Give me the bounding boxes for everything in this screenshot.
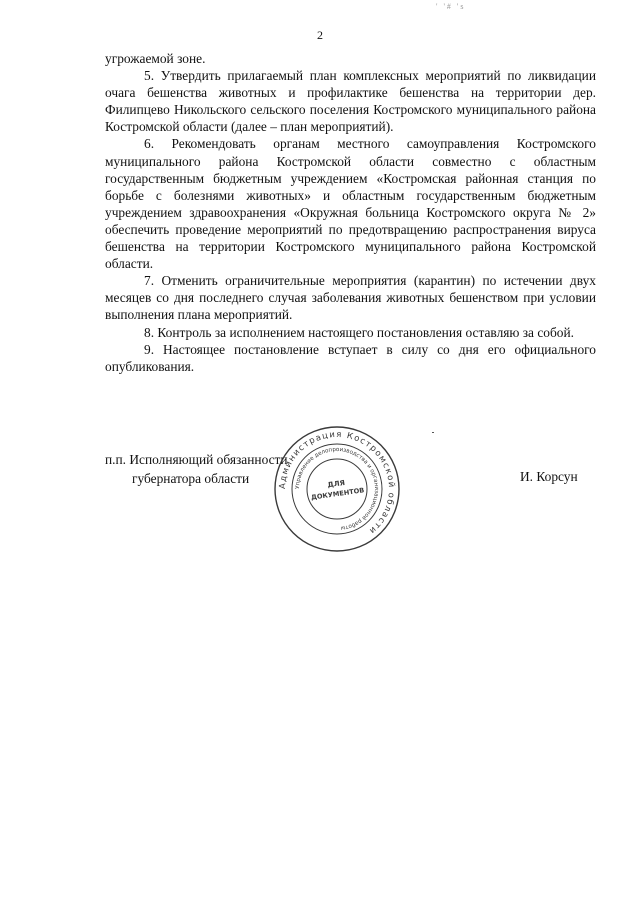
seal-center-line2: ДОКУМЕНТОВ [310, 486, 365, 502]
signature-block [105, 450, 288, 488]
seal-outer-ring [275, 427, 399, 551]
stray-mark [432, 432, 434, 433]
seal-outer-text: Администрация Костромской области [277, 429, 397, 537]
paragraph-7: 7. Отменить ограничительные мероприятия (карантин) по истечении двух месяцев со дня последнего случая заболевания животных бешенством при условии выполнения плана мероприятий. [105, 273, 596, 323]
seal-inner-text: Управление делопроизводства и организационной работы [294, 446, 380, 531]
official-seal [273, 425, 401, 553]
paragraph-5: 5. Утвердить прилагаемый план комплексных мероприятий по ликвидации очага бешенства животных и профилактике бешенства на территории дер. Филипцево Никольского сельского поселения Костромского муниципального района Костромской области (далее – план мероприятий). [105, 68, 596, 135]
paragraph-9: 9. Настоящее постановление вступает в силу со дня его официального опубликования. [105, 341, 596, 374]
document-body [105, 50, 596, 375]
signatory-title-line2: губернатора области [132, 471, 250, 486]
signatory-name: И. Корсун [520, 469, 578, 484]
paragraph-continuation: угрожаемой зоне. [105, 51, 206, 66]
paragraph-6: 6. Рекомендовать органам местного самоуправления Костромского муниципального района Костромской области совместно с областным государственным бюджетным учреждением «Костромская районная станция по борьбе с болезнями животных» и областным государственным бюджетным учреждением здравоохранения «Окружная больница Костромского округа № 2» обеспечить проведение мероприятий по предотвращению распространения вируса бешенства на территории Костромского муниципального района Костромской области. [105, 136, 596, 272]
page-number: 2 [317, 28, 323, 42]
scan-marks: ' '# 's [436, 2, 466, 11]
paragraph-8: 8. Контроль за исполнением настоящего постановления оставляю за собой. [144, 324, 575, 340]
seal-middle-ring [292, 444, 382, 534]
signatory-title-line1: п.п. Исполняющий обязанности [105, 452, 288, 467]
seal-center-line1: ДЛЯ [327, 478, 346, 490]
